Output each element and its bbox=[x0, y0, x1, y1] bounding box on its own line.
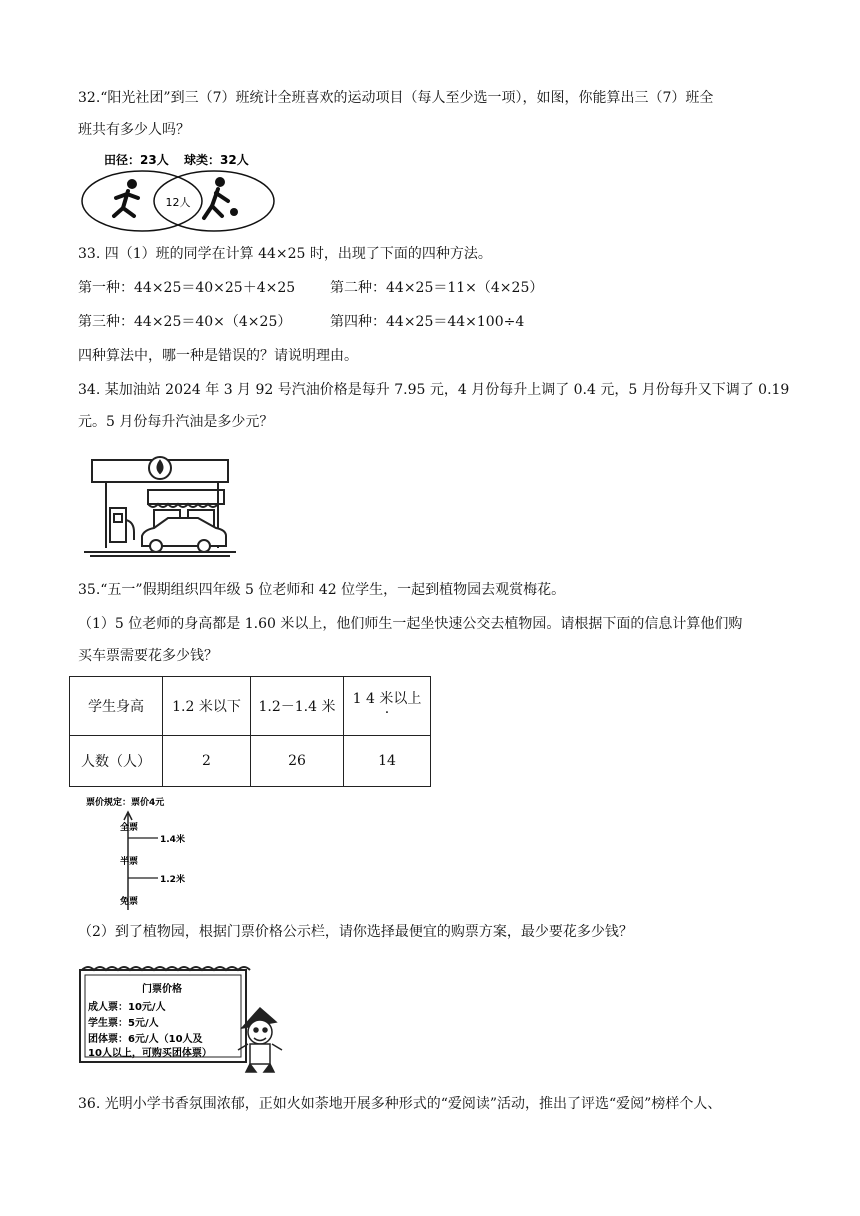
q32-text-line2: 班共有多少人吗？ bbox=[78, 122, 190, 138]
table-header-cell: 学生身高 bbox=[70, 677, 163, 736]
q32-text-line1: 32.“阳光社团”到三（7）班统计全班喜欢的运动项目（每人至少选一项），如图，你能算出三（7）班全 bbox=[78, 90, 714, 106]
ball-player-icon bbox=[204, 177, 238, 218]
q35-part1-line2: 买车票需要花多少钱？ bbox=[78, 648, 218, 664]
gas-station-illustration bbox=[80, 448, 240, 564]
table-header-dot: · bbox=[384, 705, 390, 721]
table-header-row bbox=[70, 677, 431, 736]
q35-intro: 35.“五一”假期组织四年级 5 位老师和 42 位学生，一起到植物园去观赏梅花。 bbox=[78, 582, 566, 598]
table-cell: 14 bbox=[344, 736, 431, 787]
table-cell: 26 bbox=[251, 736, 344, 787]
fare-title: 票价规定：票价4元 bbox=[86, 798, 165, 808]
q33-intro: 33. 四（1）班的同学在计算 44×25 时，出现了下面的四种方法。 bbox=[78, 246, 492, 262]
venn-overlap-label: 12人 bbox=[165, 196, 191, 209]
q36-text-line1: 36. 光明小学书香氛围浓郁，正如火如荼地开展多种形式的“爱阅读”活动，推出了评选“爱阅”榜样个人、 bbox=[78, 1096, 722, 1112]
table-cell: 2 bbox=[163, 736, 251, 787]
q33-method3: 第三种：44×25＝40×（4×25） bbox=[78, 314, 292, 330]
venn-left-label: 田径：23人 bbox=[104, 153, 169, 167]
board-adult: 成人票：10元/人 bbox=[88, 1002, 166, 1013]
fare-full-label: 全票 bbox=[120, 823, 139, 833]
q35-part1-line1: （1）5 位老师的身高都是 1.60 米以上，他们师生一起坐快速公交去植物园。请根据下面的信息计算他们购 bbox=[78, 616, 743, 632]
ticket-price-board bbox=[76, 958, 286, 1074]
q33-method2: 第二种：44×25＝11×（4×25） bbox=[330, 280, 544, 296]
table-row bbox=[70, 736, 431, 787]
fare-height1: 1.4米 bbox=[160, 835, 185, 845]
table-header-cell bbox=[344, 677, 431, 736]
fare-height2: 1.2米 bbox=[160, 875, 185, 885]
board-student: 学生票：5元/人 bbox=[88, 1018, 159, 1029]
table-row-label: 人数（人） bbox=[70, 736, 163, 787]
table-header-cell: 1.2－1.4 米 bbox=[251, 677, 344, 736]
board-title: 门票价格 bbox=[142, 984, 182, 995]
table-header-cell: 1.2 米以下 bbox=[163, 677, 251, 736]
fare-half-label: 半票 bbox=[120, 857, 139, 867]
board-group-line2: 10人以上，可购买团体票） bbox=[88, 1048, 212, 1059]
q35-part2: （2）到了植物园，根据门票价格公示栏，请你选择最便宜的购票方案，最少要花多少钱？ bbox=[78, 924, 633, 940]
q34-text-line2: 元。5 月份每升汽油是多少元？ bbox=[78, 414, 274, 430]
venn-diagram bbox=[78, 146, 278, 232]
runner-icon bbox=[114, 179, 138, 216]
q33-question: 四种算法中，哪一种是错误的？请说明理由。 bbox=[78, 348, 358, 364]
q33-method4: 第四种：44×25＝44×100÷4 bbox=[330, 314, 525, 330]
q34-text-line1: 34. 某加油站 2024 年 3 月 92 号汽油价格是每升 7.95 元，4 月份每升上调了 0.4 元，5 月份每升又下调了 0.19 bbox=[78, 382, 790, 398]
fare-free-label: 免票 bbox=[120, 897, 139, 907]
q33-method1: 第一种：44×25＝40×25＋4×25 bbox=[78, 280, 296, 296]
fare-rules-diagram bbox=[84, 792, 204, 914]
board-group-line1: 团体票：6元/人（10人及 bbox=[88, 1034, 203, 1045]
table-header-text: 1 4 米以上 bbox=[352, 691, 422, 707]
height-table bbox=[69, 676, 431, 787]
venn-right-label: 球类：32人 bbox=[184, 153, 249, 167]
